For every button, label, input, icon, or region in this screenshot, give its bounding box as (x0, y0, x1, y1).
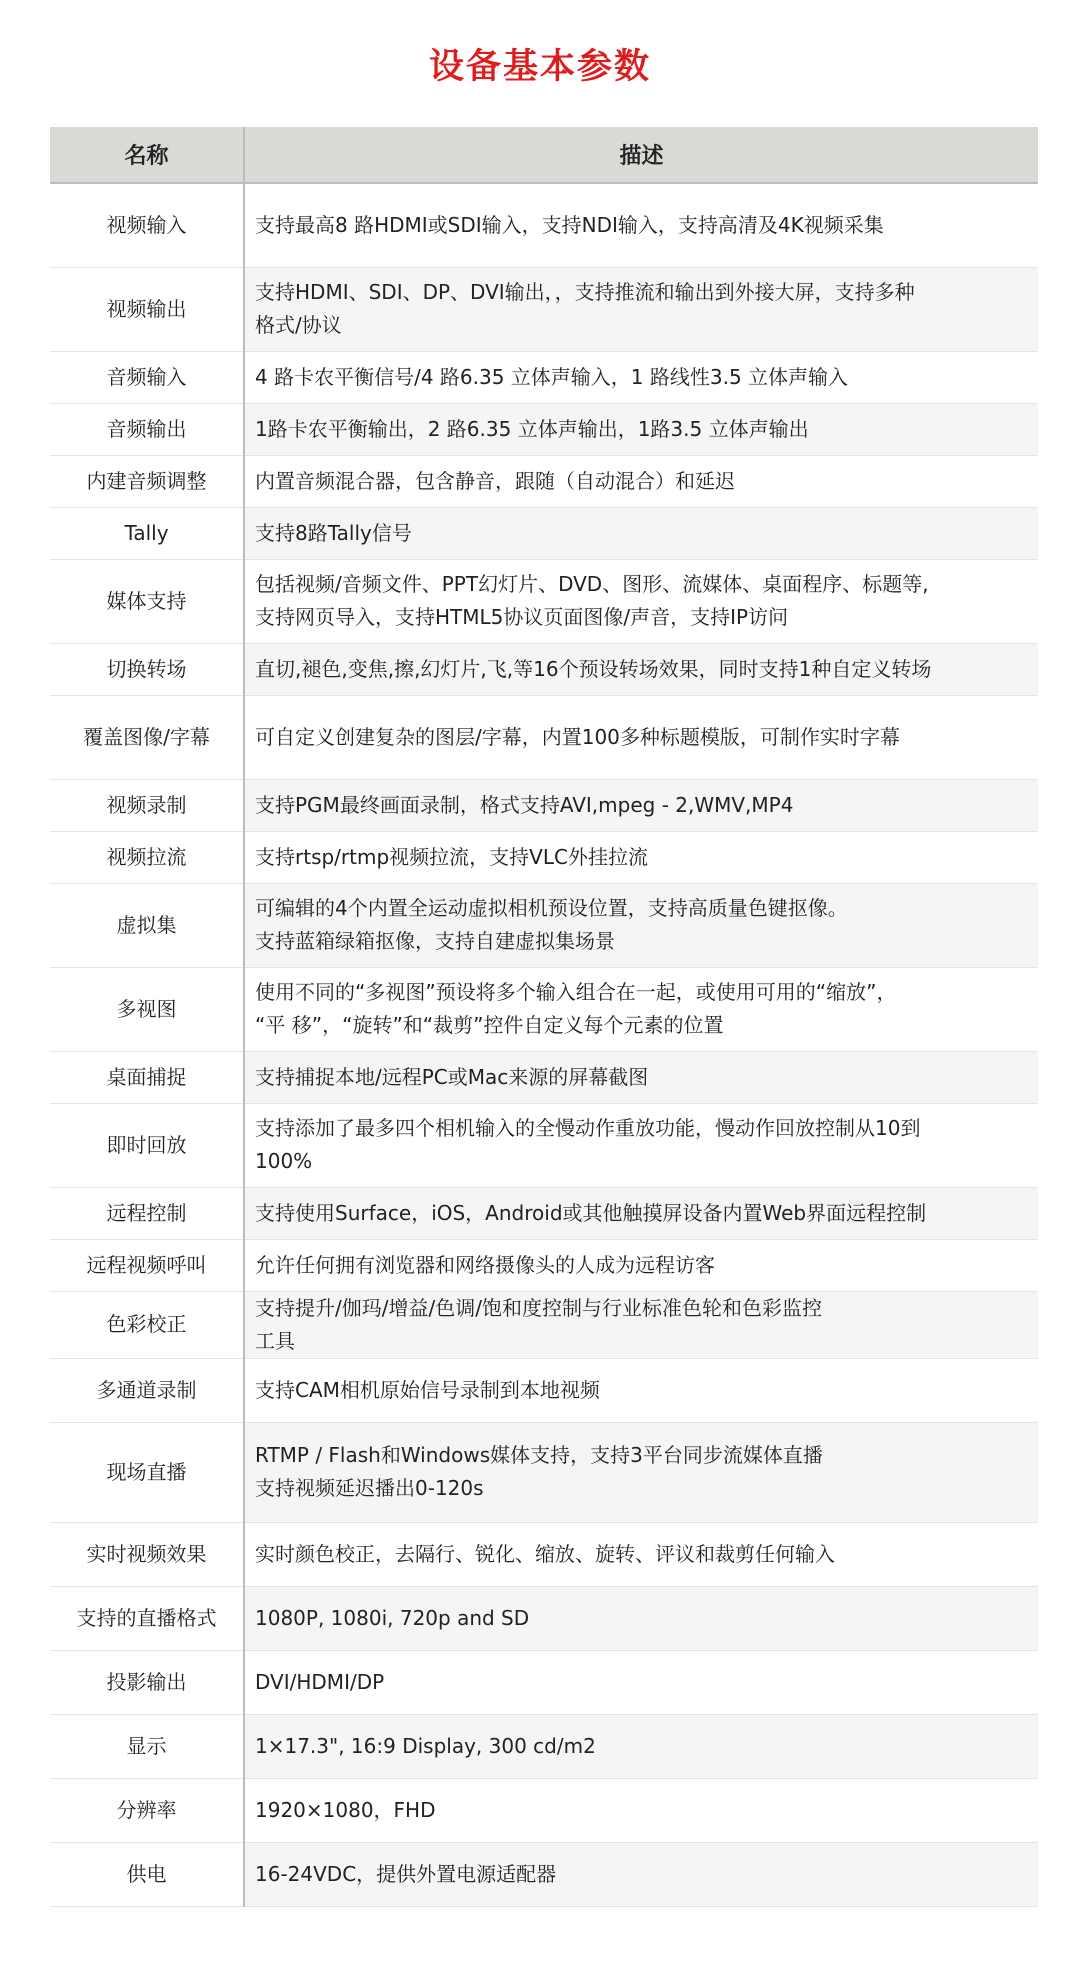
description-line: 1920×1080，FHD (255, 1797, 436, 1822)
row-description (244, 183, 1038, 267)
description-line: 支持PGM最终画面录制，格式支持AVI,mpeg - 2,WMV,MP4 (255, 792, 794, 817)
table-row (50, 695, 1038, 779)
description-line: 使用不同的“多视图”预设将多个输入组合在一起，或使用可用的“缩放”， (255, 980, 897, 1004)
row-name: 视频录制 (50, 779, 244, 831)
table-row (50, 1650, 1038, 1714)
description-line: 支持使用Surface，iOS，Android或其他触摸屏设备内置Web界面远程控制 (255, 1200, 927, 1225)
description-line: 1080P, 1080i, 720p and SD (255, 1605, 530, 1630)
row-name: 分辨率 (50, 1778, 244, 1842)
table-row (50, 831, 1038, 883)
description-line: 4 路卡农平衡信号/4 路6.35 立体声输入，1 路线性3.5 立体声输入 (255, 364, 849, 389)
table-header-row (50, 127, 1038, 183)
description-line: 支持添加了最多四个相机输入的全慢动作重放功能，慢动作回放控制从10到 (255, 1116, 921, 1140)
description-line: 支持捕捉本地/远程PC或Mac来源的屏幕截图 (255, 1064, 649, 1089)
table-row (50, 507, 1038, 559)
description-line: “平 移”，“旋转”和“裁剪”控件自定义每个元素的位置 (255, 1013, 724, 1037)
row-description (244, 1239, 1038, 1291)
row-name: 远程视频呼叫 (50, 1239, 244, 1291)
row-description (244, 1291, 1038, 1358)
table-row (50, 1422, 1038, 1522)
row-name: 视频输入 (50, 183, 244, 267)
header-desc: 描述 (244, 127, 1038, 183)
table-row (50, 1103, 1038, 1187)
row-name: 覆盖图像/字幕 (50, 695, 244, 779)
description-line: 支持蓝箱绿箱抠像，支持自建虚拟集场景 (255, 929, 615, 953)
row-description (244, 831, 1038, 883)
description-line: 包括视频/音频文件、PPT幻灯片、DVD、图形、流媒体、桌面程序、标题等, (255, 572, 929, 596)
table-row (50, 779, 1038, 831)
row-name: 视频拉流 (50, 831, 244, 883)
row-description (244, 1422, 1038, 1522)
table-row (50, 1842, 1038, 1906)
row-name: 色彩校正 (50, 1291, 244, 1358)
row-description (244, 559, 1038, 643)
row-description (244, 1522, 1038, 1586)
description-line: 100% (255, 1149, 313, 1173)
row-description (244, 1586, 1038, 1650)
table-row (50, 1358, 1038, 1422)
row-description (244, 967, 1038, 1051)
row-description (244, 1650, 1038, 1714)
row-name: 媒体支持 (50, 559, 244, 643)
row-name: 视频输出 (50, 267, 244, 351)
description-line: RTMP / Flash和Windows媒体支持，支持3平台同步流媒体直播 (255, 1443, 823, 1467)
row-name: Tally (50, 507, 244, 559)
table-row (50, 351, 1038, 403)
row-name: 投影输出 (50, 1650, 244, 1714)
row-name: 供电 (50, 1842, 244, 1906)
table-row (50, 1239, 1038, 1291)
row-description (244, 1778, 1038, 1842)
table-row (50, 403, 1038, 455)
row-name: 实时视频效果 (50, 1522, 244, 1586)
row-description (244, 643, 1038, 695)
description-line: 支持网页导入，支持HTML5协议页面图像/声音，支持IP访问 (255, 605, 789, 629)
description-line: 16-24VDC，提供外置电源适配器 (255, 1861, 557, 1886)
row-description (244, 267, 1038, 351)
description-line: 支持提升/伽玛/增益/色调/饱和度控制与行业标准色轮和色彩监控 (255, 1295, 822, 1320)
row-description (244, 1842, 1038, 1906)
table-row (50, 1051, 1038, 1103)
description-line: 可自定义创建复杂的图层/字幕，内置100多种标题模版，可制作实时字幕 (255, 724, 900, 749)
table-row (50, 1187, 1038, 1239)
table-row (50, 559, 1038, 643)
description-line: 1×17.3", 16:9 Display, 300 cd/m2 (255, 1733, 596, 1758)
description-line: 1路卡农平衡输出，2 路6.35 立体声输出，1路3.5 立体声输出 (255, 416, 809, 441)
table-row (50, 455, 1038, 507)
spec-table (50, 127, 1038, 1907)
description-line: 可编辑的4个内置全运动虚拟相机预设位置，支持高质量色键抠像。 (255, 896, 848, 920)
description-line: 支持8路Tally信号 (255, 520, 412, 545)
row-name: 即时回放 (50, 1103, 244, 1187)
row-description (244, 507, 1038, 559)
row-description (244, 455, 1038, 507)
page-title: 设备基本参数 (428, 47, 651, 87)
row-name: 多视图 (50, 967, 244, 1051)
description-line: 直切,褪色,变焦,擦,幻灯片,飞,等16个预设转场效果，同时支持1种自定义转场 (255, 656, 932, 681)
table-row (50, 1778, 1038, 1842)
description-line: 允许任何拥有浏览器和网络摄像头的人成为远程访客 (255, 1252, 715, 1277)
row-name: 现场直播 (50, 1422, 244, 1522)
description-line: 支持视频延迟播出0-120s (255, 1476, 484, 1500)
description-line: 内置音频混合器，包含静音，跟随（自动混合）和延迟 (255, 468, 735, 493)
header-name: 名称 (50, 127, 244, 183)
row-name: 远程控制 (50, 1187, 244, 1239)
row-description (244, 695, 1038, 779)
table-row (50, 883, 1038, 967)
row-description (244, 351, 1038, 403)
description-line: 格式/协议 (255, 313, 342, 337)
row-description (244, 1187, 1038, 1239)
row-name: 内建音频调整 (50, 455, 244, 507)
row-description (244, 1714, 1038, 1778)
table-row (50, 1714, 1038, 1778)
table-row (50, 643, 1038, 695)
row-description (244, 403, 1038, 455)
description-line: 支持HDMI、SDI、DP、DVI输出，，支持推流和输出到外接大屏，支持多种 (255, 280, 915, 304)
table-row (50, 1522, 1038, 1586)
row-name: 显示 (50, 1714, 244, 1778)
description-line: 支持CAM相机原始信号录制到本地视频 (255, 1377, 600, 1402)
row-name: 支持的直播格式 (50, 1586, 244, 1650)
description-line: 支持最高8 路HDMI或SDI输入，支持NDI输入，支持高清及4K视频采集 (255, 212, 884, 237)
row-name: 音频输出 (50, 403, 244, 455)
description-line: 工具 (255, 1328, 295, 1353)
row-description (244, 883, 1038, 967)
table-row (50, 1586, 1038, 1650)
description-line: 支持rtsp/rtmp视频拉流，支持VLC外挂拉流 (255, 844, 648, 869)
row-description (244, 1051, 1038, 1103)
row-description (244, 779, 1038, 831)
row-name: 桌面捕捉 (50, 1051, 244, 1103)
table-body (50, 183, 1038, 1906)
table-row (50, 967, 1038, 1051)
row-name: 切换转场 (50, 643, 244, 695)
row-name: 音频输入 (50, 351, 244, 403)
table-row (50, 1291, 1038, 1358)
row-name: 多通道录制 (50, 1358, 244, 1422)
row-name: 虚拟集 (50, 883, 244, 967)
row-description (244, 1358, 1038, 1422)
row-description (244, 1103, 1038, 1187)
description-line: DVI/HDMI/DP (255, 1669, 385, 1694)
description-line: 实时颜色校正，去隔行、锐化、缩放、旋转、评议和裁剪任何输入 (255, 1541, 835, 1566)
table-row (50, 183, 1038, 267)
table-row (50, 267, 1038, 351)
